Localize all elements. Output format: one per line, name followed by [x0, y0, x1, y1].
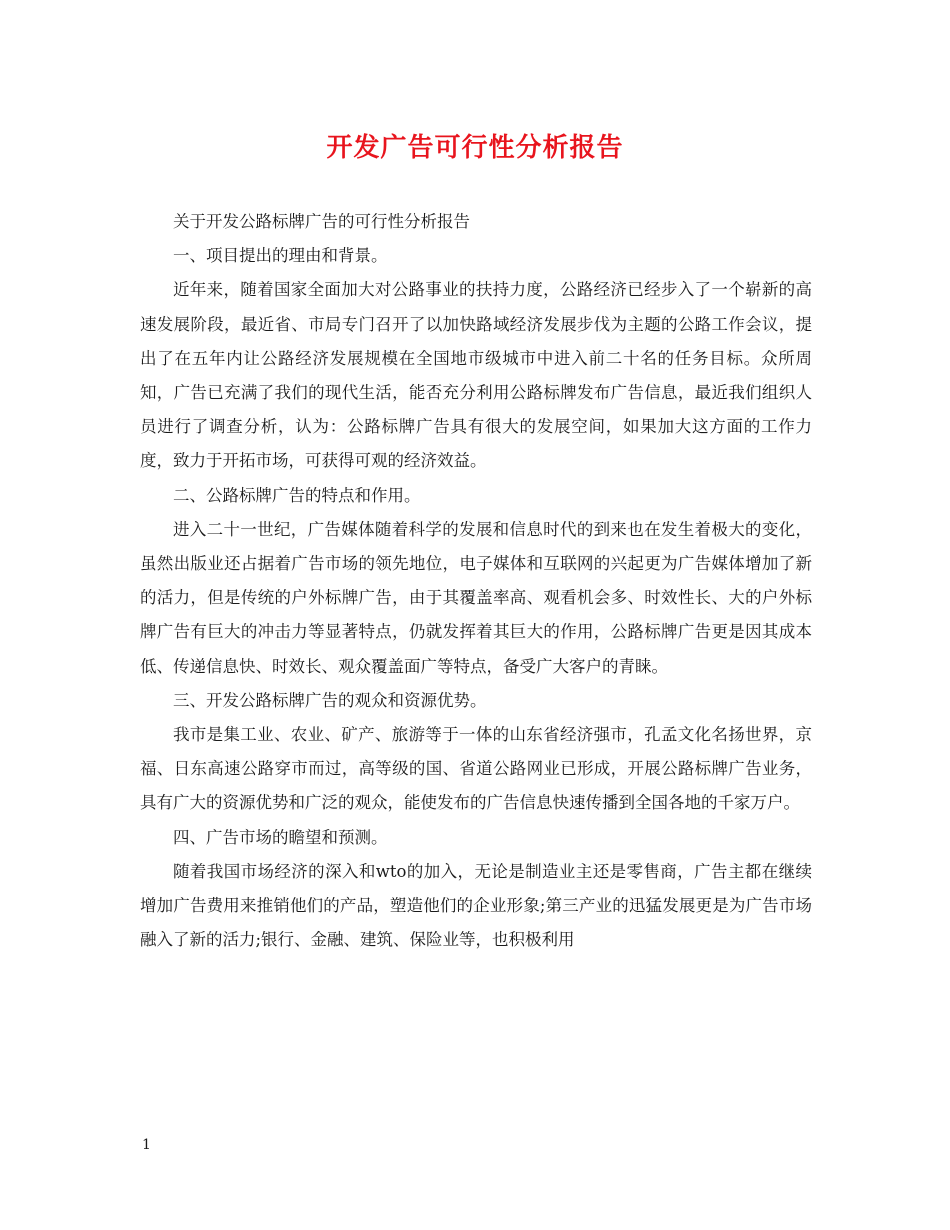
body-paragraph: 随着我国市场经济的深入和wto的加入，无论是制造业主还是零售商，广告主都在继续增加广告费用来推销他们的产品，塑造他们的企业形象;第三产业的迅猛发展更是为广告市场融入了新的活力;银行、金融、建筑、保险业等，也积极利用 — [140, 861, 812, 950]
section-heading-3: 三、开发公路标牌广告的观众和资源优势。 — [173, 690, 487, 710]
body-paragraph: 我市是集工业、农业、矿产、旅游等于一体的山东省经济强市，孔孟文化名扬世界，京福、日东高速公路穿市而过，高等级的国、省道公路网业已形成，开展公路标牌广告业务，具有广大的资源优势和广泛的观众，能使发布的广告信息快速传播到全国各地的千家万户。 — [140, 725, 812, 813]
section-heading-4: 四、广告市场的瞻望和预测。 — [173, 827, 388, 847]
body-paragraph: 近年来，随着国家全面加大对公路事业的扶持力度，公路经济已经步入了一个崭新的高速发展阶段，最近省、市局专门召开了以加快路域经济发展步伐为主题的公路工作会议，提出了在五年内让公路经济发展规模在全国地市级城市中进入前二十名的任务目标。众所周知，广告已充满了我们的现代生活，能否充分利用公路标牌发布广告信息，最近我们组织人员进行了调查分析，认为：公路标牌广告具有很大的发展空间，如果加大这方面的工作力度，致力于开拓市场，可获得可观的经济效益。 — [140, 280, 812, 471]
body-paragraph: 进入二十一世纪，广告媒体随着科学的发展和信息时代的到来也在发生着极大的变化，虽然出版业还占据着广告市场的领先地位，电子媒体和互联网的兴起更为广告媒体增加了新的活力，但是传统的户外标牌广告，由于其覆盖率高、观看机会多、时效性长、大的户外标牌广告有巨大的冲击力等显著特点，仍就发挥着其巨大的作用，公路标牌广告更是因其成本低、传递信息快、时效长、观众覆盖面广等特点，备受广大客户的青睐。 — [140, 519, 812, 676]
document-title: 开发广告可行性分析报告 — [326, 133, 624, 163]
report-subtitle-paragraph: 关于开发公路标牌广告的可行性分析报告 — [173, 212, 470, 231]
page-number: 1 — [142, 1137, 151, 1153]
section-heading-1: 一、项目提出的理由和背景。 — [173, 246, 388, 266]
document-body — [140, 205, 812, 957]
section-heading-2: 二、公路标牌广告的特点和作用。 — [173, 485, 421, 505]
